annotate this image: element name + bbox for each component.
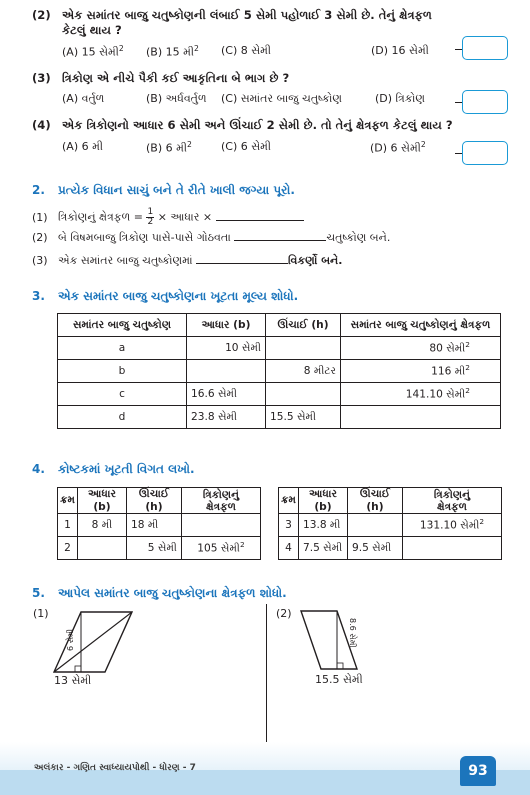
fill-2-blank[interactable] [234, 240, 326, 241]
section-4-title: કોષ્ટકમાં ખૂટતી વિગત લખો. [58, 462, 195, 476]
q4-option-b: (B) 6 મી$^2$ [146, 140, 192, 155]
figure-2-parallelogram [290, 604, 370, 684]
q4-text: એક ત્રિકોણનો આધાર 6 સેમી અને ઊંચાઈ 2 સેમી છે. તો તેનું ક્ષેત્રફળ કેટલું થાય ? [62, 118, 453, 132]
figure-2-base-label: 15.5 સેમી [315, 673, 363, 686]
figure-1-height-label: 6 સેમી [66, 628, 75, 651]
q3-answer-box[interactable] [462, 90, 508, 114]
page-number: 93 [460, 756, 496, 786]
section-2-number: 2. [32, 183, 45, 197]
table-row: b 8 મીટર 116 મી$^2$ [58, 360, 501, 383]
table-row: a 10 સેમી 80 સેમી$^2$ [58, 337, 501, 360]
table-row: 2 5 સેમી 105 સેમી$^2$ [58, 537, 261, 560]
q4-answer-box[interactable] [462, 141, 508, 165]
table-row: 1 8 મી 18 મી [58, 514, 261, 537]
table-row: d 23.8 સેમી 15.5 સેમી [58, 406, 501, 429]
q2-number: (2) [32, 8, 51, 22]
q3-number: (3) [32, 71, 51, 85]
section-4-number: 4. [32, 462, 45, 476]
q2-option-d: (D) 16 સેમી [371, 44, 429, 57]
q3-option-d: (D) ત્રિકોણ [375, 92, 425, 105]
triangle-table-left: ક્રમ આધાર (b) ઊંચાઈ (h) ત્રિકોણનું ક્ષેત્રફળ 1 8 મી 18 મી 2 5 સેમી 105 સેમી$^2$ [57, 487, 261, 560]
section-3-title: એક સમાંતર બાજુ ચતુષ્કોણના ખૂટતા મૂલ્ય શોધો. [58, 289, 299, 303]
th-area: સમાંતર બાજુ ચતુષ્કોણનું ક્ષેત્રફળ [341, 314, 501, 337]
q3-option-b: (B) અર્ધવર્તુળ [146, 92, 207, 105]
section-2-heading [32, 183, 295, 198]
q2-text [62, 8, 442, 38]
figure-divider [266, 604, 267, 752]
fill-3-blank[interactable] [196, 263, 288, 264]
th-height: ઊંચાઈ (h) [266, 314, 341, 337]
q3-answer-dash [455, 102, 462, 103]
q2-answer-dash [455, 49, 462, 50]
table-row: c 16.6 સેમી 141.10 સેમી$^2$ [58, 383, 501, 406]
q2-answer-box[interactable] [462, 36, 508, 60]
th-parallelogram: સમાંતર બાજુ ચતુષ્કોણ [58, 314, 187, 337]
section-3-heading [32, 289, 298, 304]
section-5-number: 5. [32, 586, 45, 600]
q4-option-c: (C) 6 સેમી [221, 140, 272, 153]
figure-1-parallelogram [30, 605, 140, 685]
fill-1-blank[interactable] [216, 220, 304, 221]
q4-answer-dash [455, 153, 462, 154]
section-5-heading [32, 586, 287, 601]
q4-option-d: (D) 6 સેમી$^2$ [370, 140, 426, 155]
fraction-half: $\frac{1}{2}$ [147, 207, 154, 227]
triangle-table-right: ક્રમ આધાર (b) ઊંચાઈ (h) ત્રિકોણનું ક્ષેત્રફળ 3 13.8 મી 131.10 સેમી$^2$ 4 7.5 સેમી 9.5 સેમી [278, 487, 502, 560]
q2-option-a: (A) 15 સેમી$^2$ [62, 44, 124, 59]
footer-wave [0, 770, 530, 795]
table-row: 3 13.8 મી 131.10 સેમી$^2$ [279, 514, 502, 537]
figure-1-base-label: 13 સેમી [54, 674, 92, 687]
q4-number: (4) [32, 118, 51, 132]
fill-1: (1) ત્રિકોણનું ક્ષેત્રફળ = $\frac{1}{2}$ × આધાર × [32, 208, 512, 227]
figure-1-number: (1) [33, 607, 49, 620]
figure-2-height-label: 8.6 સેમી [348, 618, 357, 648]
section-5-title: આપેલ સમાંતર બાજુ ચતુષ્કોણના ક્ષેત્રફળ શોધો. [58, 586, 287, 600]
parallelogram-table [57, 313, 501, 429]
footer-book-title: અલંકાર - ગણિત સ્વાધ્યાયપોથી - ધોરણ - 7 [34, 763, 196, 773]
fill-3: (3) એક સમાંતર બાજુ ચતુષ્કોણમાં વિકર્ણો બને. [32, 254, 343, 267]
q2-line1: એક સમાંતર બાજુ ચતુષ્કોણની લંબાઈ 5 સેમી પહોળાઈ 3 સેમી છે. તેનું ક્ષેત્રફળ [62, 8, 432, 22]
section-2-title: પ્રત્યેક વિધાન સાચું બને તે રીતે ખાલી જગ્યા પૂરો. [58, 183, 295, 197]
table-row: 4 7.5 સેમી 9.5 સેમી [279, 537, 502, 560]
fill-2: (2) બે વિષમબાજુ ત્રિકોણ પાસે-પાસે ગોઠવતા ચતુષ્કોણ બને. [32, 231, 391, 244]
th-base: આધાર (b) [187, 314, 266, 337]
q3-option-a: (A) વર્તુળ [62, 92, 105, 105]
q4-option-a: (A) 6 મી [62, 140, 104, 153]
figure-2-number: (2) [276, 607, 292, 620]
section-3-number: 3. [32, 289, 45, 303]
section-4-heading [32, 462, 195, 477]
q3-text: ત્રિકોણ એ નીચે પૈકી કઈ આકૃતિના બે ભાગ છે ? [62, 71, 290, 85]
q3-option-c: (C) સમાંતર બાજુ ચતુષ્કોણ [221, 92, 342, 105]
q2-line2: કેટલું થાય ? [62, 23, 122, 37]
q2-option-c: (C) 8 સેમી [221, 44, 272, 57]
q2-option-b: (B) 15 મી$^2$ [146, 44, 199, 59]
